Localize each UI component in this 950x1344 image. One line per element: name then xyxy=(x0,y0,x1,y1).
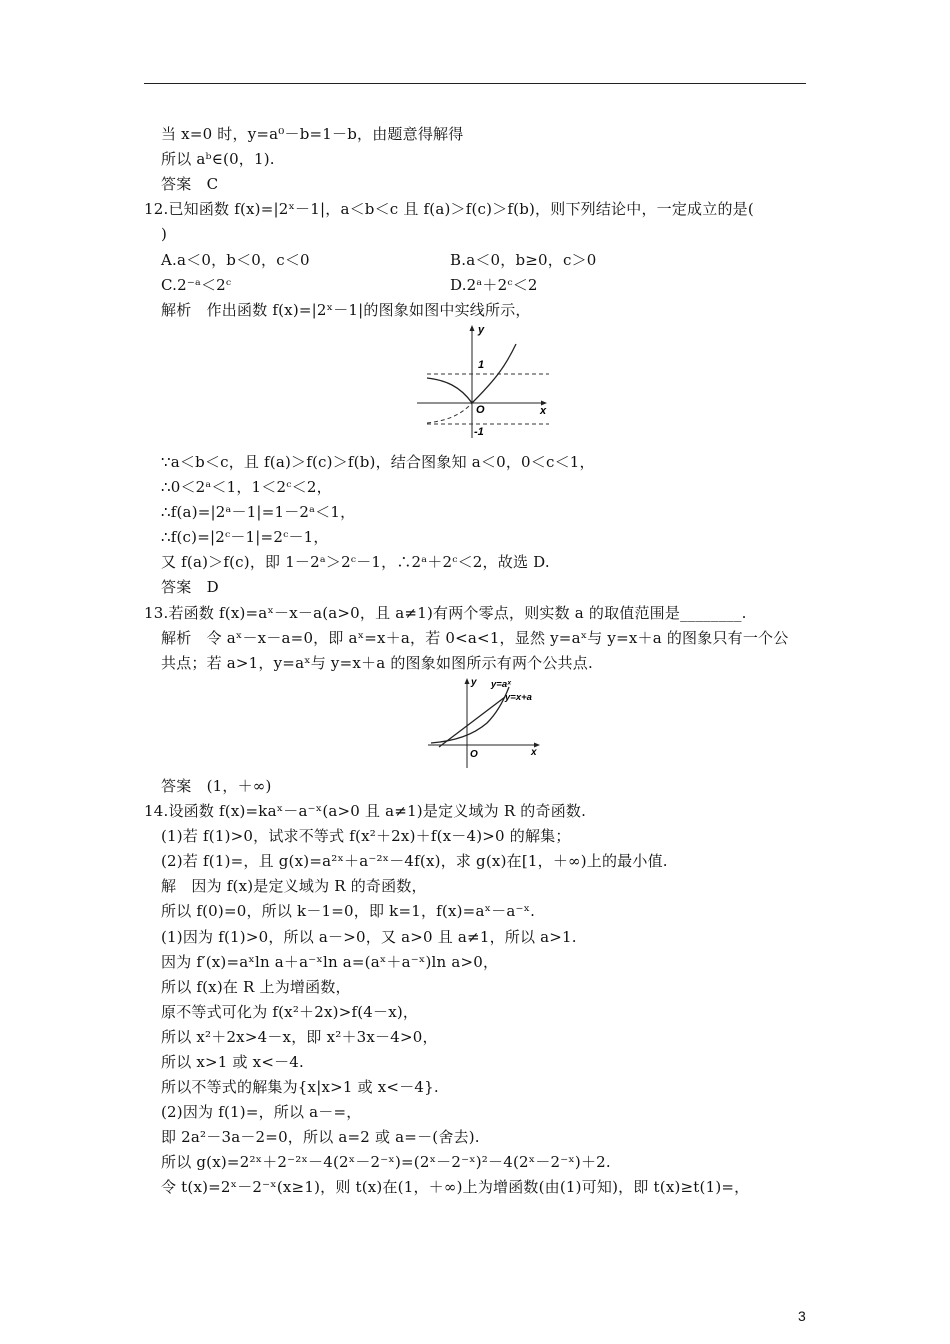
text-line: 又 f(a)＞f(c)，即 1－2ᵃ＞2ᶜ－1，∴2ᵃ＋2ᶜ＜2，故选 D. xyxy=(161,553,550,571)
text-line: 所以不等式的解集为{x|x>1 或 x<－4}. xyxy=(161,1078,439,1096)
answer-line: 答案 D xyxy=(161,578,219,596)
option-c: C.2⁻ᵃ＜2ᶜ xyxy=(161,276,232,294)
solid-curve-right xyxy=(472,344,516,403)
exp-curve xyxy=(431,687,509,743)
solution-line: 解 因为 f(x)是定义域为 R 的奇函数， xyxy=(161,877,427,895)
text-line: 因为 f′(x)=aˣln a＋a⁻ˣln a=(aˣ＋a⁻ˣ)ln a>0， xyxy=(161,953,499,971)
text-line: 原不等式可化为 f(x²＋2x)>f(4－x)， xyxy=(161,1003,419,1021)
option-d: D.2ᵃ＋2ᶜ＜2 xyxy=(450,276,538,294)
curve1-label: y=aˣ xyxy=(491,679,511,690)
option-a: A.a＜0，b＜0，c＜0 xyxy=(161,251,310,269)
text-line: 令 t(x)=2ˣ－2⁻ˣ(x≥1)，则 t(x)在(1，＋∞)上为增函数(由(1)可知)，即 t(x)≥t(1)=， xyxy=(161,1178,750,1196)
question-12: 12.已知函数 f(x)=|2ˣ－1|，a＜b＜c 且 f(a)＞f(c)＞f(b)，则下列结论中，一定成立的是( xyxy=(144,200,754,218)
y-axis-arrow xyxy=(470,325,475,331)
text-line: ∵a＜b＜c，且 f(a)＞f(c)＞f(b)，结合图象知 a＜0，0＜c＜1， xyxy=(161,453,595,471)
text-line: 当 x=0 时，y=a⁰－b=1－b，由题意得解得 xyxy=(161,125,464,143)
tick-label-1: 1 xyxy=(478,359,485,371)
text-line: ∴0＜2ᵃ＜1，1＜2ᶜ＜2， xyxy=(161,478,332,496)
answer-line: 答案 C xyxy=(161,175,219,193)
text-line: ∴f(c)=|2ᶜ－1|=2ᶜ－1， xyxy=(161,528,329,546)
text-line: 共点；若 a>1，y=aˣ与 y=x＋a 的图象如图所示有两个公共点. xyxy=(161,654,593,672)
curve2-label: y=x+a xyxy=(505,692,532,703)
y-axis-arrow xyxy=(465,678,470,684)
question-13: 13.若函数 f(x)=aˣ－x－a(a>0，且 a≠1)有两个零点，则实数 a 的取值范围是________. xyxy=(144,604,747,622)
analysis-line: 解析 令 aˣ－x－a=0，即 aˣ=x＋a，若 0<a<1，显然 y=aˣ与 y=x＋a 的图象只有一个公 xyxy=(161,629,789,647)
text-line: 所以 f(0)=0，所以 k－1=0，即 k=1，f(x)=aˣ－a⁻ˣ. xyxy=(161,902,536,920)
y-label: y xyxy=(478,324,485,336)
question-14: 14.设函数 f(x)=kaˣ－a⁻ˣ(a>0 且 a≠1)是定义域为 R 的奇函数. xyxy=(144,802,587,820)
tick-label-neg1: -1 xyxy=(474,426,484,438)
text-line: ∴f(a)=|2ᵃ－1|=1－2ᵃ＜1， xyxy=(161,503,356,521)
page-number: 3 xyxy=(798,1308,806,1324)
solid-curve-left xyxy=(427,378,472,403)
analysis-line: 解析 作出函数 f(x)=|2ˣ－1|的图象如图中实线所示， xyxy=(161,301,531,319)
origin-label: O xyxy=(476,404,485,416)
text-line: 所以 aᵇ∈(0，1). xyxy=(161,150,275,168)
option-b: B.a＜0，b≥0，c＞0 xyxy=(450,251,597,269)
x-label: x xyxy=(540,405,547,417)
text-line: ) xyxy=(161,225,168,243)
dashed-curve xyxy=(427,403,472,423)
text-line: 所以 f(x)在 R 上为增函数， xyxy=(161,978,351,996)
answer-line: 答案 (1，＋∞) xyxy=(161,777,272,795)
text-line: (1)若 f(1)>0，试求不等式 f(x²＋2x)＋f(x－4)>0 的解集； xyxy=(161,827,571,845)
text-line: 所以 g(x)=2²ˣ＋2⁻²ˣ－4(2ˣ－2⁻ˣ)=(2ˣ－2⁻ˣ)²－4(2ˣ－2⁻ˣ)＋2. xyxy=(161,1153,611,1171)
text-line: (2)因为 f(1)=，所以 a－=， xyxy=(161,1103,362,1121)
text-line: (2)若 f(1)=，且 g(x)=a²ˣ＋a⁻²ˣ－4f(x)，求 g(x)在[1，＋∞)上的最小值. xyxy=(161,852,668,870)
text-line: 即 2a²－3a－2=0，所以 a=2 或 a=－(舍去). xyxy=(161,1128,480,1146)
figure-exp-vs-line xyxy=(425,675,545,770)
origin-label: O xyxy=(470,749,478,760)
text-line: 所以 x>1 或 x<－4. xyxy=(161,1053,305,1071)
y-label: y xyxy=(471,677,477,688)
figure-abs-exponential xyxy=(415,322,555,440)
text-line: 所以 x²＋2x>4－x，即 x²＋3x－4>0， xyxy=(161,1028,438,1046)
x-label: x xyxy=(531,747,537,758)
text-line: (1)因为 f(1)>0，所以 a－>0，又 a>0 且 a≠1，所以 a>1. xyxy=(161,928,577,946)
line-curve xyxy=(439,697,505,747)
header-rule xyxy=(144,83,806,84)
